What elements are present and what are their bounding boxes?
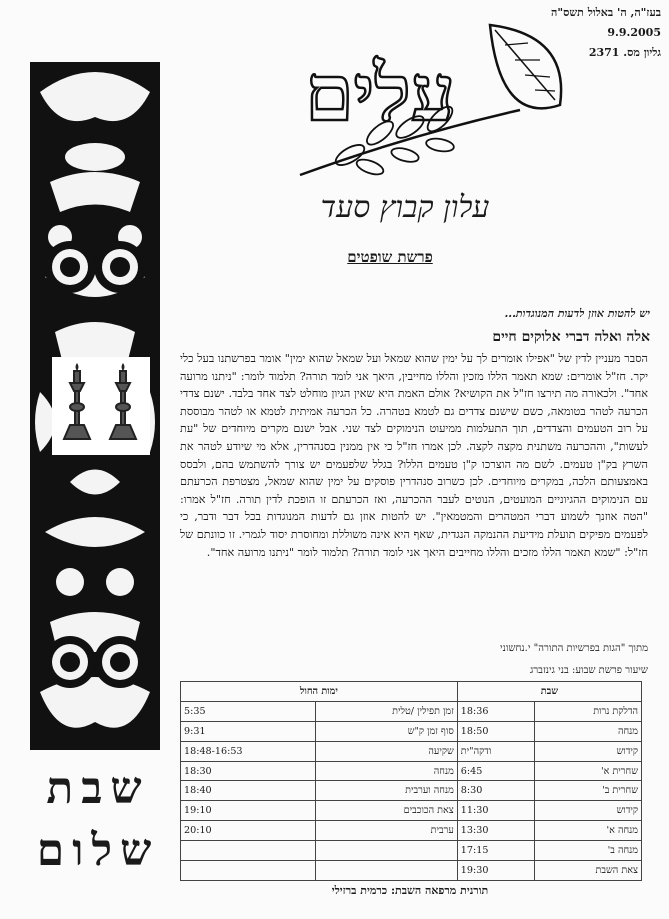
shabbat-event-label: מנחה [535, 721, 642, 741]
parasha-title: פרשת שופטים [347, 248, 433, 266]
article-text: הסבר מעניין לדין של "אפילו אומרים לך על ימין שהוא שמאל ועל שמאל שהוא ימין" אומר בפרשתנו בעל כלי יקר. חז"ל אומרים: שמא תאמר הללו מזכין והללו מחייבין, היאך אני לומד תורה? תלמוד לומר: "ניתנו מרועה אחד". ולכאורה מה תירצו חז"ל את הקושיא? אולם האמת היא שאין הגיון מוחלט לצד אחד בלבד. ישנם צדדי הכרעה לטהר בטומאה, כשם שישנם צדדים גם לטמא בטהרה. כל הכרעה אמיתית לטמא או לטהר מבוססת על רוב הטעמים והצדדים, תוך התעלמות ממיעוט הנימוקים לצד שני. אבל ישנם מקרים מיוחדים של "עת לעשות", וההכרעה משתנית מקצה לקצה. לכן אמרו חז"ל כי אין ממנין בסנהדרין, אלא מי שיודע לטהר את השרץ בק"ן טעמים. לשם מה הוצרכו ק"ן טעמים הללו? בגלל שלפעמים יש צורך להשתמש בהם, ולבסס באמצעותם הלכה, במקרים מיוחדים. לכן כשרוב סנהדרין פוסקים על ימין שהוא שמאל, מצטרפת הכרעתם עם הנימוקים ההגיוניים המועטים, הנוטים לעבר ההכרעה, ואז הכרעתם זו הופכת לדין תורה. חז"ל אמרו: "הטה אוזנך לשמוע דברי המטהרים והמטמאין". יש להטות אוזן גם לדעות המנוגדות בכל דבר ודבר, כי לפעמים מפיקים תועלת מידיעת ההנמקה הנגדית, שאף היא אינה משוללת ומחוסרת יסוד לגמרי. זו כוונתם של חז"ל: "שמא תאמר הללו מזכים והללו מחייבים היאך אני לומד תורה? תלמוד לומר "ניתנו מרועה אחד". [180, 352, 648, 559]
logo-text: עלים [305, 48, 455, 139]
shabbat-event-label: מנחה א' [535, 821, 642, 841]
times-table-header [181, 682, 642, 702]
weekly-lecture-credit: שיעור פרשת שבוע: בני גינזברג [529, 665, 648, 676]
shabbat-event-time: 18:36 [457, 701, 534, 721]
weekday-event-time: 5:35 [181, 701, 316, 721]
table-row [181, 721, 642, 741]
weekday-event-label [316, 841, 458, 861]
shabbat-event-label: צאת השבת [535, 861, 642, 881]
shabbat-column-header: שבת [457, 682, 641, 702]
article-tagline: יש להטות אוזן לדעות המנוגדות... [504, 307, 650, 320]
masthead-logo [260, 15, 590, 195]
candlesticks-icon [52, 357, 150, 455]
shabbat-event-label: שחרית א' [535, 761, 642, 781]
shabbat-event-label: קידוש [535, 801, 642, 821]
weekday-event-time [181, 841, 316, 861]
shabbat-event-time: 17:15 [457, 841, 534, 861]
shabbat-event-time: 11:30 [457, 801, 534, 821]
prayer-times-table [180, 681, 642, 881]
shabbat-shalom-block [28, 758, 168, 888]
table-row [181, 841, 642, 861]
shabbat-event-label: הדלקת נרות [535, 701, 642, 721]
header-gregorian-date: 9.9.2005 [607, 25, 661, 39]
masthead-subtitle: עלון קבוץ סעד [320, 190, 490, 225]
weekday-event-label: שקיעה [316, 741, 458, 761]
weekday-event-time: 18:48-16:53 [181, 741, 316, 761]
shabbat-event-time: 8:30 [457, 781, 534, 801]
shabbat-event-time: 6:45 [457, 761, 534, 781]
weekday-event-time: 18:40 [181, 781, 316, 801]
shabbat-event-time: 13:30 [457, 821, 534, 841]
shalom-word: שלום [36, 825, 160, 876]
table-row [181, 801, 642, 821]
table-row [181, 861, 642, 881]
table-row [181, 781, 642, 801]
shabbat-event-time: 18:50 [457, 721, 534, 741]
shabbat-event-time: 19:30 [457, 861, 534, 881]
weekday-event-label: זמן תפילין /טלית [316, 701, 458, 721]
header-hebrew-date: בעז"ה, ה' באלול תשס"ה [551, 6, 661, 19]
weekday-event-label [316, 861, 458, 881]
weekday-column-header: ימות החול [181, 682, 458, 702]
weekday-event-label: מנחה וערבית [316, 781, 458, 801]
weekday-event-time: 20:10 [181, 821, 316, 841]
footer-nurse-on-duty: תורנית מרפאה השבת: כרמית ברזילי [331, 884, 489, 897]
weekday-event-label: סוף זמן ק"ש [316, 721, 458, 741]
shabbat-word: שבת [46, 763, 150, 814]
weekday-event-time: 19:10 [181, 801, 316, 821]
shabbat-event-time: ודקה"ית [457, 741, 534, 761]
table-row [181, 821, 642, 841]
weekday-event-label: צאת הכוכבים [316, 801, 458, 821]
weekday-event-time: 9:31 [181, 721, 316, 741]
weekday-event-time [181, 861, 316, 881]
shabbat-event-label: שחרית ב' [535, 781, 642, 801]
article-body [180, 350, 648, 646]
shabbat-event-label: קידוש [535, 741, 642, 761]
table-row [181, 741, 642, 761]
shabbat-event-label: מנחה ב' [535, 841, 642, 861]
article-title: אלה ואלה דברי אלוקים חיים [492, 329, 650, 345]
table-row [181, 701, 642, 721]
weekday-event-time: 18:30 [181, 761, 316, 781]
weekday-event-label: ערבית [316, 821, 458, 841]
weekday-event-label: מנחה [316, 761, 458, 781]
article-source: מתוך "הגות בפרשיות התורה" י.נחשוני [499, 643, 648, 654]
header-issue-number: גליון מס. 2371 [588, 45, 661, 59]
table-row [181, 761, 642, 781]
